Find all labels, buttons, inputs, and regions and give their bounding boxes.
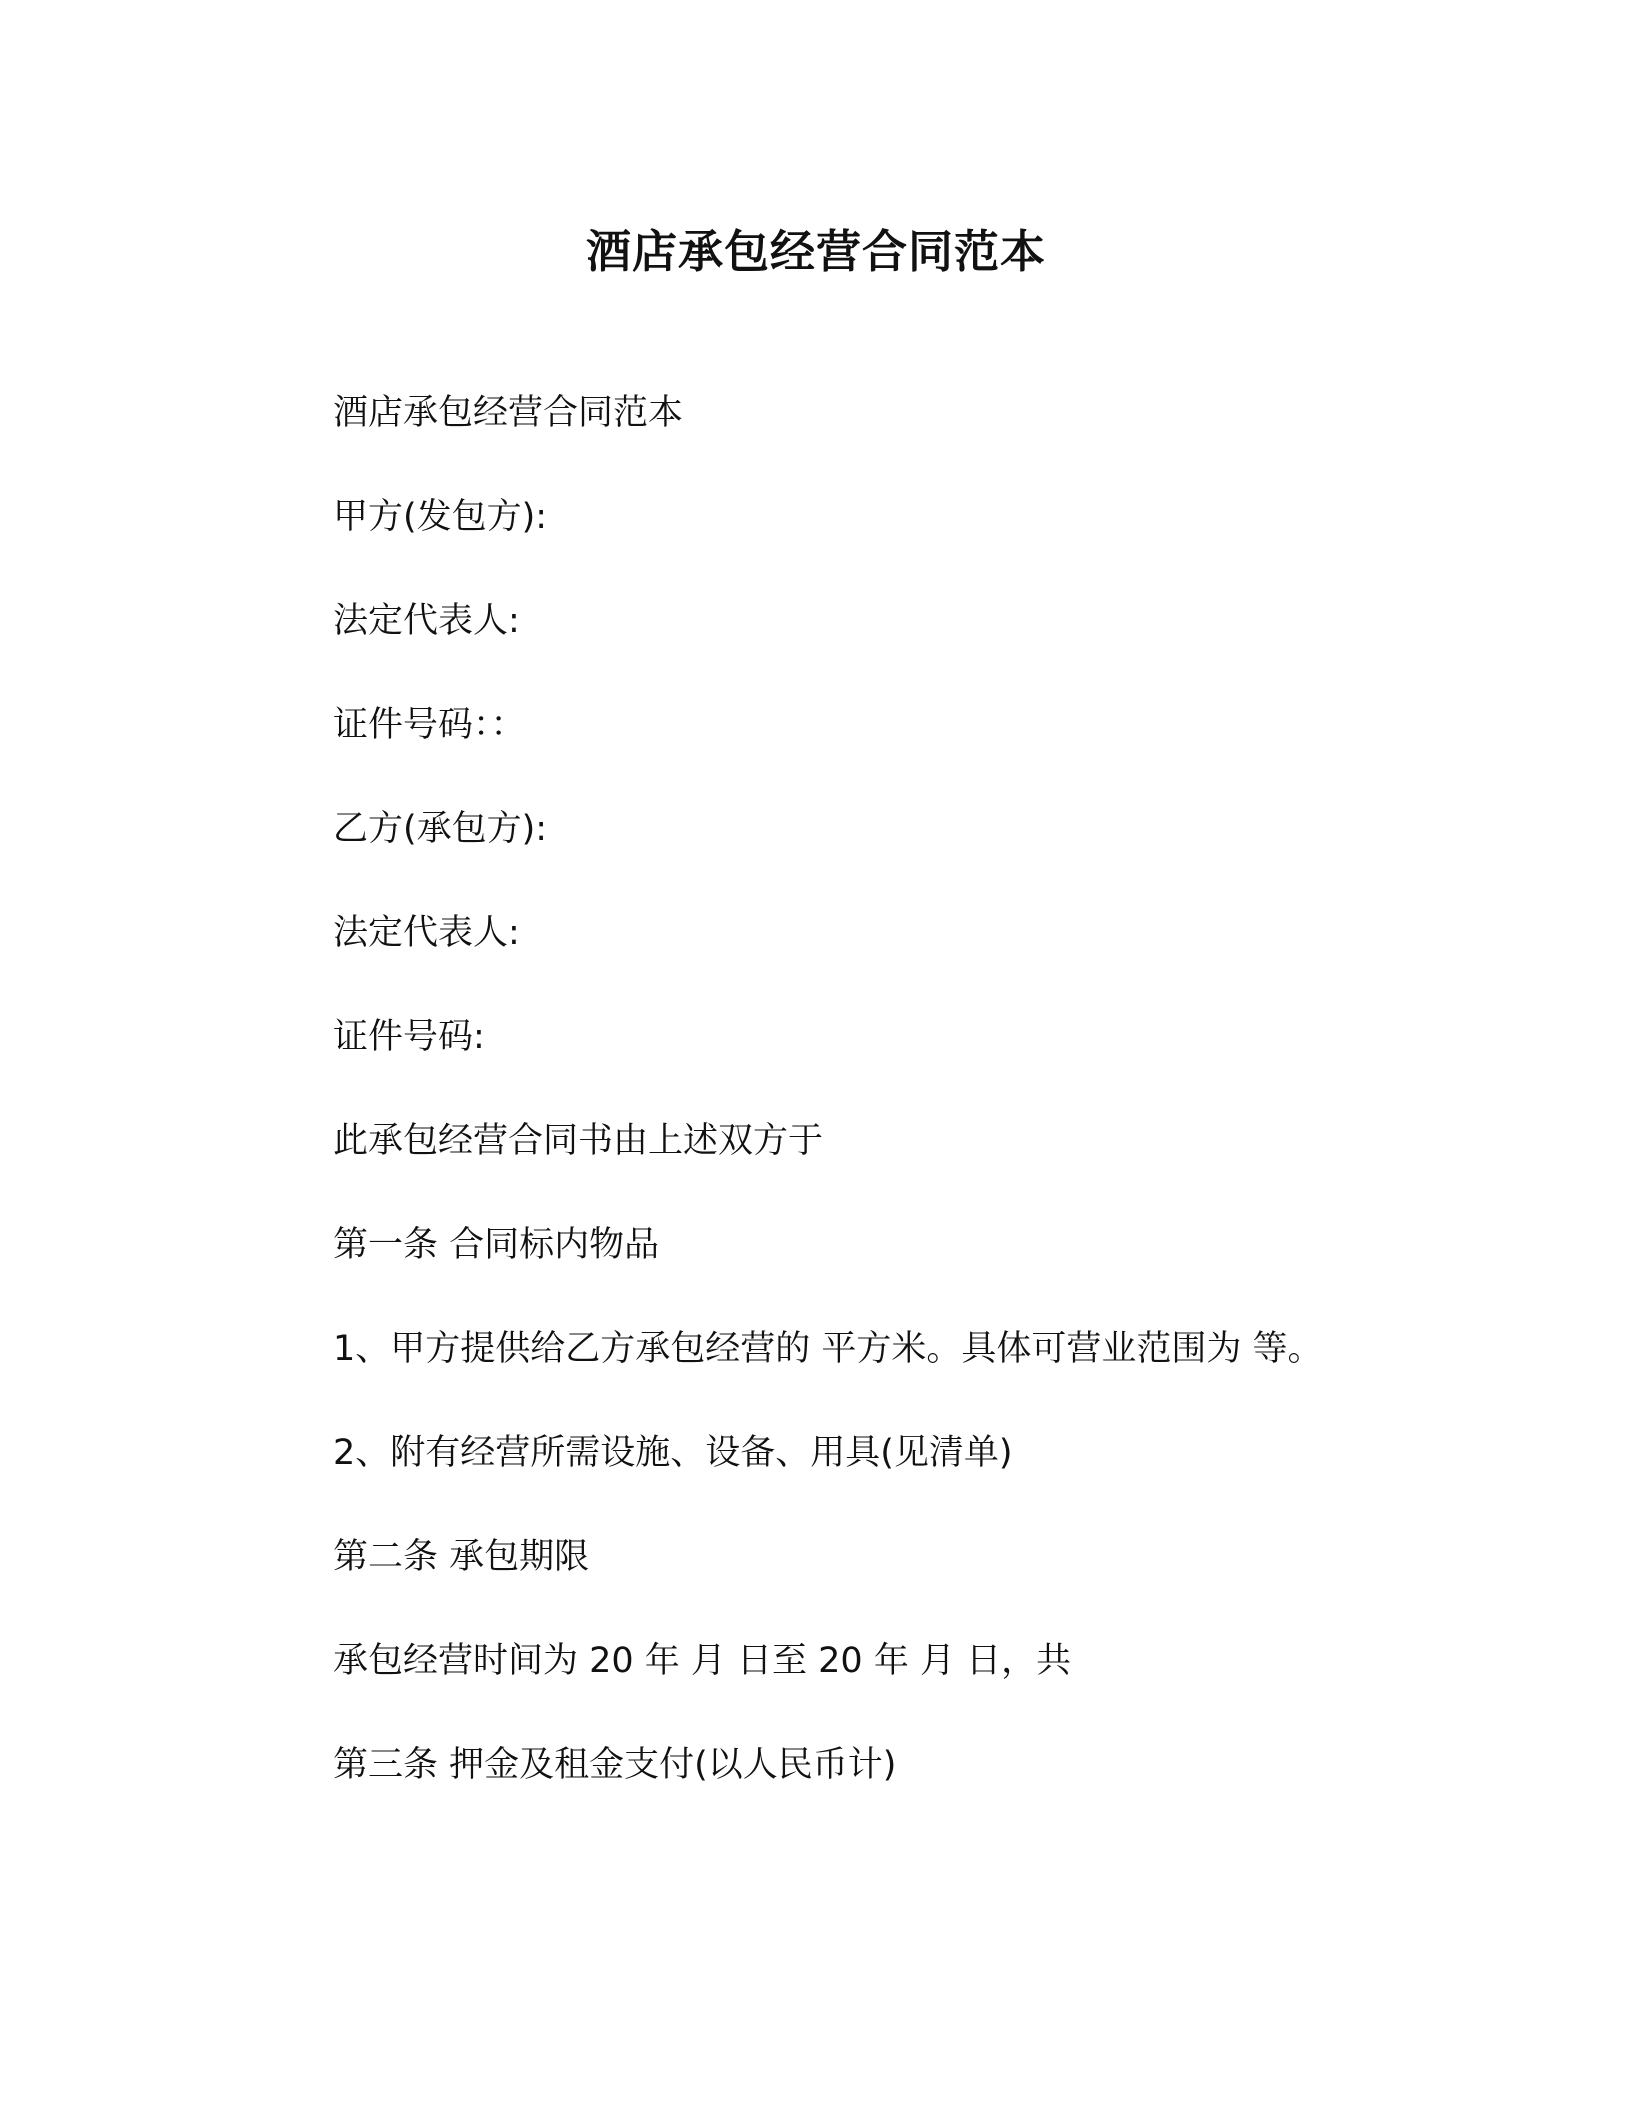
paragraph-subtitle: 酒店承包经营合同范本: [333, 393, 684, 433]
paragraph-article-1-heading: 第一条 合同标内物品: [333, 1225, 660, 1265]
paragraph-party-a-representative: 法定代表人:: [333, 601, 520, 641]
paragraph-preamble: 此承包经营合同书由上述双方于: [333, 1121, 824, 1161]
paragraph-article-2-term: 承包经营时间为 20 年 月 日至 20 年 月 日，共: [333, 1641, 1072, 1681]
document-title: 酒店承包经营合同范本: [585, 225, 1046, 278]
paragraph-party-b-id: 证件号码:: [333, 1017, 485, 1057]
paragraph-article-1-item-1: 1、甲方提供给乙方承包经营的 平方米。具体可营业范围为 等。: [333, 1329, 1323, 1369]
document-body: [333, 388, 1433, 1844]
paragraph-party-a-id: 证件号码：：: [333, 705, 526, 745]
paragraph-party-b: 乙方(承包方):: [333, 809, 548, 849]
paragraph-article-3-heading: 第三条 押金及租金支付(以人民币计): [333, 1745, 897, 1785]
paragraph-article-2-heading: 第二条 承包期限: [333, 1537, 590, 1577]
paragraph-article-1-item-2: 2、附有经营所需设施、设备、用具(见清单): [333, 1433, 1013, 1473]
paragraph-party-b-representative: 法定代表人:: [333, 913, 520, 953]
paragraph-party-a: 甲方(发包方):: [333, 497, 548, 537]
